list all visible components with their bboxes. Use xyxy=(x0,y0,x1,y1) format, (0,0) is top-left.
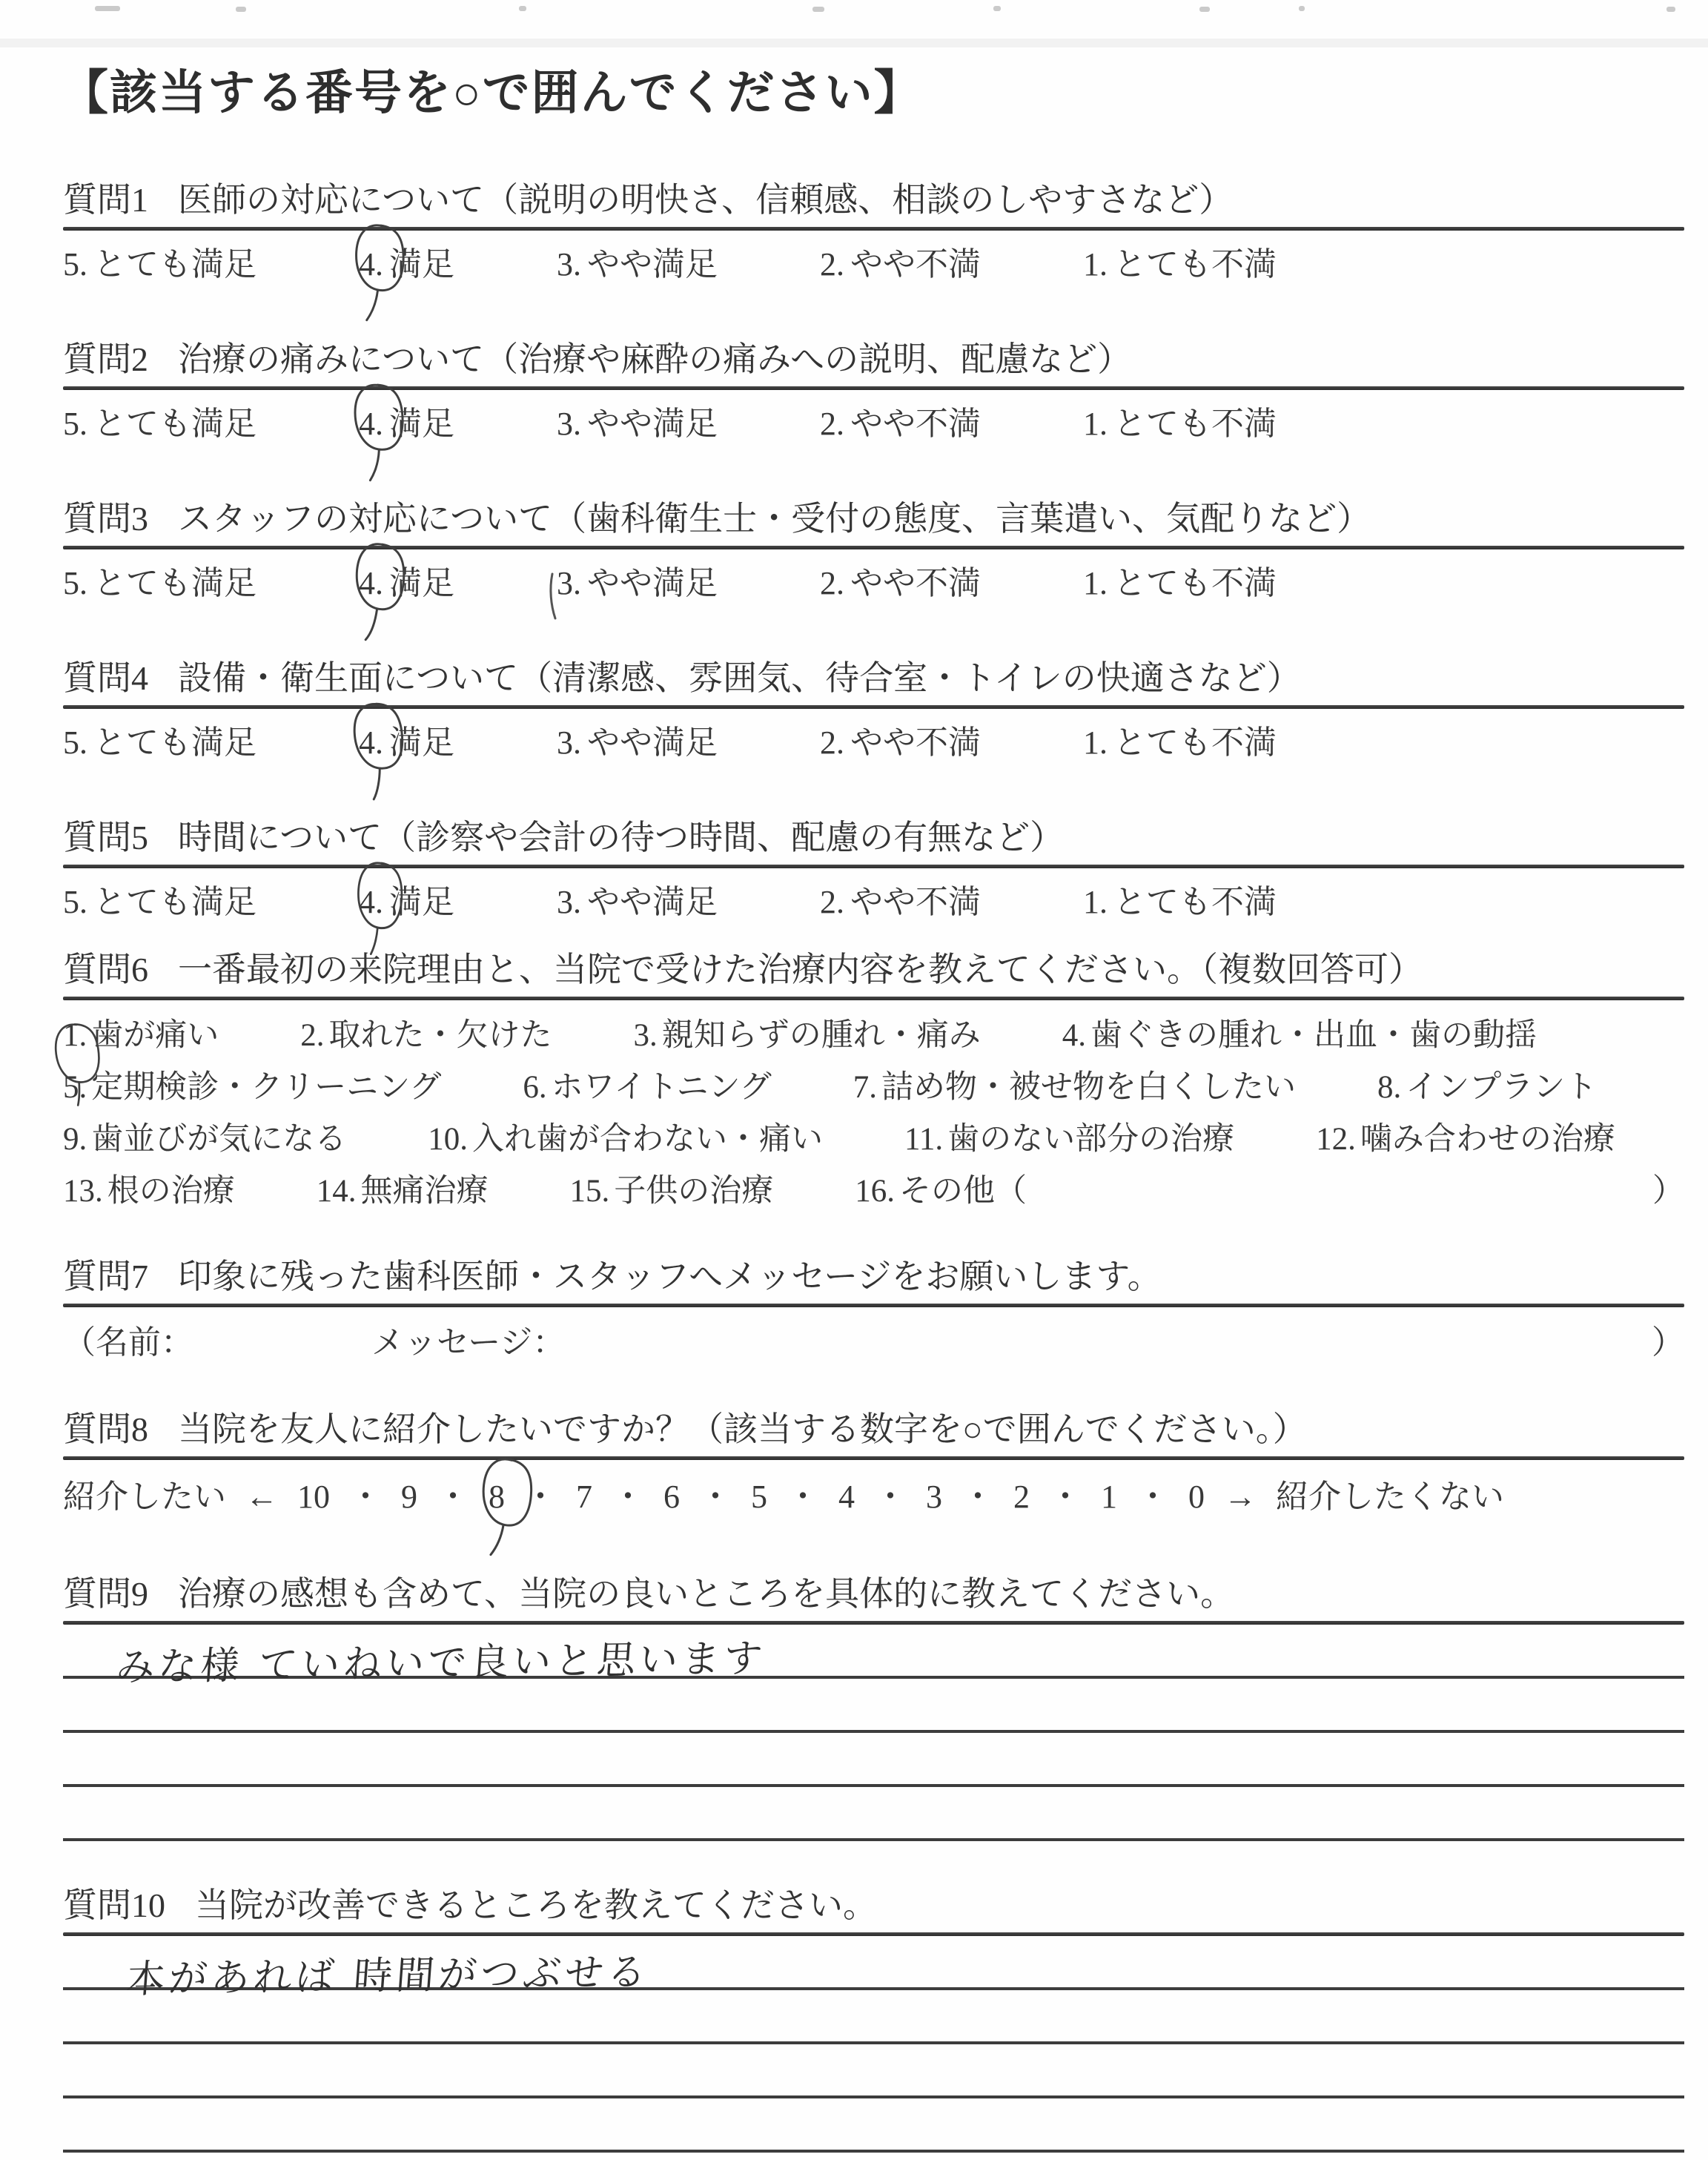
heading-underline xyxy=(63,227,1684,231)
reason-option: 15. 子供の治療 xyxy=(569,1173,774,1209)
scan-artifact xyxy=(95,6,120,11)
question-title: 時間について（診察や会計の待つ時間、配慮の有無など） xyxy=(178,819,1065,856)
question-title: 医師の対応について（説明の明快さ、信頼感、相談のしやすさなど） xyxy=(178,181,1234,219)
rating-option: 1. とても不満 xyxy=(1083,246,1277,283)
stray-pen-mark xyxy=(543,571,561,623)
reason-row-2 xyxy=(63,1058,1684,1110)
reason-option: 8. インプラント xyxy=(1377,1069,1598,1105)
question-5 xyxy=(63,816,1684,925)
other-close-paren: ） xyxy=(1652,1173,1684,1209)
reason-option: 3. 親知らずの腫れ・痛み xyxy=(633,1017,981,1053)
rating-option: 1. とても不満 xyxy=(1083,406,1277,442)
handwritten-answer: みな様 ていねいで良いと思います xyxy=(114,1636,768,1691)
rating-options xyxy=(63,242,1684,287)
question-5-heading xyxy=(63,816,1684,860)
form-title: 【該当する番号を○で囲んでください】 xyxy=(61,67,923,119)
nps-number: 2 xyxy=(1013,1479,1030,1515)
fields-close-paren: ） xyxy=(1652,1324,1684,1361)
nps-number: 3 xyxy=(926,1479,942,1515)
question-title: 治療の痛みについて（治療や麻酔の痛みへの説明、配慮など） xyxy=(178,340,1132,378)
name-field-label: （名前： xyxy=(63,1324,193,1361)
handwritten-answer: 本があれば 時間がつぶせる xyxy=(125,1950,652,2002)
reason-option: 6. ホワイトニング xyxy=(523,1069,772,1105)
nps-number: 10 xyxy=(297,1479,330,1515)
question-number: 質問5 xyxy=(63,819,148,856)
rating-option: 5. とても満足 xyxy=(63,884,256,920)
question-9-heading xyxy=(63,1572,1684,1616)
nps-dot: ・ xyxy=(961,1479,994,1515)
question-number: 質問9 xyxy=(63,1575,148,1613)
nps-dot: ・ xyxy=(349,1479,382,1515)
scan-artifact xyxy=(812,7,824,12)
nps-number: 6 xyxy=(663,1479,680,1515)
question-title: 治療の感想も含めて、当院の良いところを具体的に教えてください。 xyxy=(178,1575,1235,1613)
rating-options xyxy=(63,561,1684,606)
nps-dot: ・ xyxy=(437,1479,469,1515)
question-6 xyxy=(63,948,1684,1214)
left-arrow-glyph: ← xyxy=(245,1479,278,1515)
reason-option: 9. 歯並びが気になる xyxy=(63,1121,347,1157)
heading-underline xyxy=(63,997,1684,1000)
rating-option: 5. とても満足 xyxy=(63,406,256,442)
question-1 xyxy=(63,178,1684,287)
rating-option: 5. とても満足 xyxy=(63,724,256,761)
nps-number: 4 xyxy=(838,1479,855,1515)
nps-dot: ・ xyxy=(1136,1479,1169,1515)
answer-line xyxy=(63,1733,1684,1787)
question-3-heading xyxy=(63,497,1684,541)
rating-option: 1. とても不満 xyxy=(1083,724,1277,761)
reason-option: 13. 根の治療 xyxy=(63,1173,235,1209)
question-title: 当院が改善できるところを教えてください。 xyxy=(195,1886,877,1924)
heading-underline xyxy=(63,386,1684,390)
rating-option: 3. やや満足 xyxy=(557,565,718,601)
question-6-heading xyxy=(63,948,1684,992)
reason-option: 5. 定期検診・クリーニング xyxy=(63,1069,442,1105)
name-message-fields xyxy=(63,1321,1684,1365)
rating-options xyxy=(63,880,1684,925)
scan-artifact xyxy=(993,6,1001,11)
reason-option-other: 16. その他（ xyxy=(855,1173,1027,1209)
reason-option: 7. 詰め物・被せ物を白くしたい xyxy=(853,1069,1297,1105)
question-number: 質問3 xyxy=(63,500,148,538)
question-title: 設備・衛生面について（清潔感、雰囲気、待合室・トイレの快適さなど） xyxy=(178,659,1301,697)
question-number: 質問8 xyxy=(63,1410,148,1448)
question-1-heading xyxy=(63,178,1684,222)
question-number: 質問4 xyxy=(63,659,148,697)
question-2 xyxy=(63,337,1684,446)
scan-artifact xyxy=(519,6,526,11)
scan-artifact xyxy=(1299,6,1305,11)
question-title: 一番最初の来院理由と、当院で受けた治療内容を教えてください。（複数回答可） xyxy=(178,951,1423,988)
question-number: 質問2 xyxy=(63,340,148,378)
nps-dot: ・ xyxy=(787,1479,819,1515)
scan-artifact xyxy=(1666,7,1675,12)
reason-row-3 xyxy=(63,1110,1684,1162)
nps-dot: ・ xyxy=(524,1479,557,1515)
rating-options xyxy=(63,721,1684,765)
right-arrow-glyph: → xyxy=(1224,1479,1257,1515)
reason-option: 4. 歯ぐきの腫れ・出血・歯の動揺 xyxy=(1062,1017,1537,1053)
circled-answer: 4. xyxy=(359,561,383,606)
question-number: 質問7 xyxy=(63,1258,148,1295)
rating-option: 1. とても不満 xyxy=(1083,565,1277,601)
rating-option: 5. とても満足 xyxy=(63,246,256,283)
question-8-heading xyxy=(63,1407,1684,1452)
rating-option-selected: 4. 満足 xyxy=(359,721,454,765)
question-number: 質問10 xyxy=(63,1886,165,1924)
question-9 xyxy=(63,1572,1684,1841)
rating-option: 2. やや不満 xyxy=(820,565,981,601)
nps-number: 1 xyxy=(1101,1479,1117,1515)
question-2-heading xyxy=(63,337,1684,382)
nps-left-label: 紹介したい xyxy=(63,1479,226,1515)
circled-answer: 1. xyxy=(63,1017,87,1054)
circled-answer: 4. xyxy=(359,880,383,925)
nps-dot: ・ xyxy=(1049,1479,1082,1515)
question-10-heading xyxy=(63,1883,1684,1928)
rating-option: 3. やや満足 xyxy=(557,406,718,442)
nps-number: 9 xyxy=(401,1479,417,1515)
rating-option: 1. とても不満 xyxy=(1083,884,1277,920)
reason-options xyxy=(63,1006,1684,1214)
heading-underline xyxy=(63,1456,1684,1460)
rating-option-selected: 4. 満足 xyxy=(359,402,454,446)
scan-band-artifact xyxy=(0,39,1708,47)
nps-number: 7 xyxy=(576,1479,592,1515)
heading-underline xyxy=(63,1304,1684,1307)
question-3 xyxy=(63,497,1684,606)
rating-option: 2. やや不満 xyxy=(820,246,981,283)
heading-underline xyxy=(63,546,1684,549)
reason-option: 10. 入れ歯が合わない・痛い xyxy=(428,1121,823,1157)
rating-options xyxy=(63,402,1684,446)
question-8 xyxy=(63,1407,1684,1519)
question-title: 印象に残った歯科医師・スタッフへメッセージをお願いします。 xyxy=(178,1258,1162,1295)
question-4-heading xyxy=(63,656,1684,701)
reason-option: 2. 取れた・欠けた xyxy=(300,1017,552,1053)
rating-option-selected: 4. 満足 xyxy=(359,880,454,925)
nps-dot: ・ xyxy=(612,1479,644,1515)
reason-option: 12. 噛み合わせの治療 xyxy=(1316,1121,1615,1157)
heading-underline xyxy=(63,705,1684,709)
question-number: 質問1 xyxy=(63,181,148,219)
question-title: 当院を友人に紹介したいですか？（該当する数字を○で囲んでください。） xyxy=(178,1410,1307,1448)
question-4 xyxy=(63,656,1684,765)
rating-option-selected: 4. 満足 xyxy=(359,561,454,606)
scan-artifact xyxy=(236,7,246,12)
rating-option: 2. やや不満 xyxy=(820,884,981,920)
message-field-label: メッセージ： xyxy=(371,1324,566,1361)
question-title: スタッフの対応について（歯科衛生士・受付の態度、言葉遣い、気配りなど） xyxy=(178,500,1371,538)
circled-answer: 4. xyxy=(359,242,383,287)
nps-right-label: 紹介したくない xyxy=(1276,1479,1504,1515)
reason-row-4 xyxy=(63,1162,1684,1214)
answer-line xyxy=(63,2098,1684,2153)
rating-option: 3. やや満足 xyxy=(557,884,718,920)
rating-option: 3. やや満足 xyxy=(557,724,718,761)
rating-option: 5. とても満足 xyxy=(63,565,256,601)
answer-line xyxy=(63,2044,1684,2098)
reason-row-1 xyxy=(63,1006,1684,1058)
rating-option: 3. やや満足 xyxy=(557,246,718,283)
nps-number-selected: 8 xyxy=(489,1475,505,1519)
nps-dot: ・ xyxy=(699,1479,732,1515)
nps-scale xyxy=(63,1475,1684,1519)
heading-underline xyxy=(63,865,1684,868)
answer-line xyxy=(63,1787,1684,1841)
rating-option: 2. やや不満 xyxy=(820,724,981,761)
rating-option-selected: 4. 満足 xyxy=(359,242,454,287)
reason-option-selected: 1. 歯が痛い xyxy=(63,1010,219,1055)
scan-artifact xyxy=(1199,7,1210,12)
question-7 xyxy=(63,1255,1684,1365)
reason-option: 14. 無痛治療 xyxy=(316,1173,489,1209)
rating-option: 2. やや不満 xyxy=(820,406,981,442)
question-number: 質問6 xyxy=(63,951,148,988)
question-7-heading xyxy=(63,1255,1684,1299)
circled-answer: 4. xyxy=(359,721,383,765)
nps-number: 5 xyxy=(751,1479,767,1515)
nps-dot: ・ xyxy=(874,1479,907,1515)
reason-option: 11. 歯のない部分の治療 xyxy=(904,1121,1235,1157)
question-10 xyxy=(63,1883,1684,2153)
circled-answer: 4. xyxy=(359,402,383,446)
nps-number: 0 xyxy=(1188,1479,1205,1515)
